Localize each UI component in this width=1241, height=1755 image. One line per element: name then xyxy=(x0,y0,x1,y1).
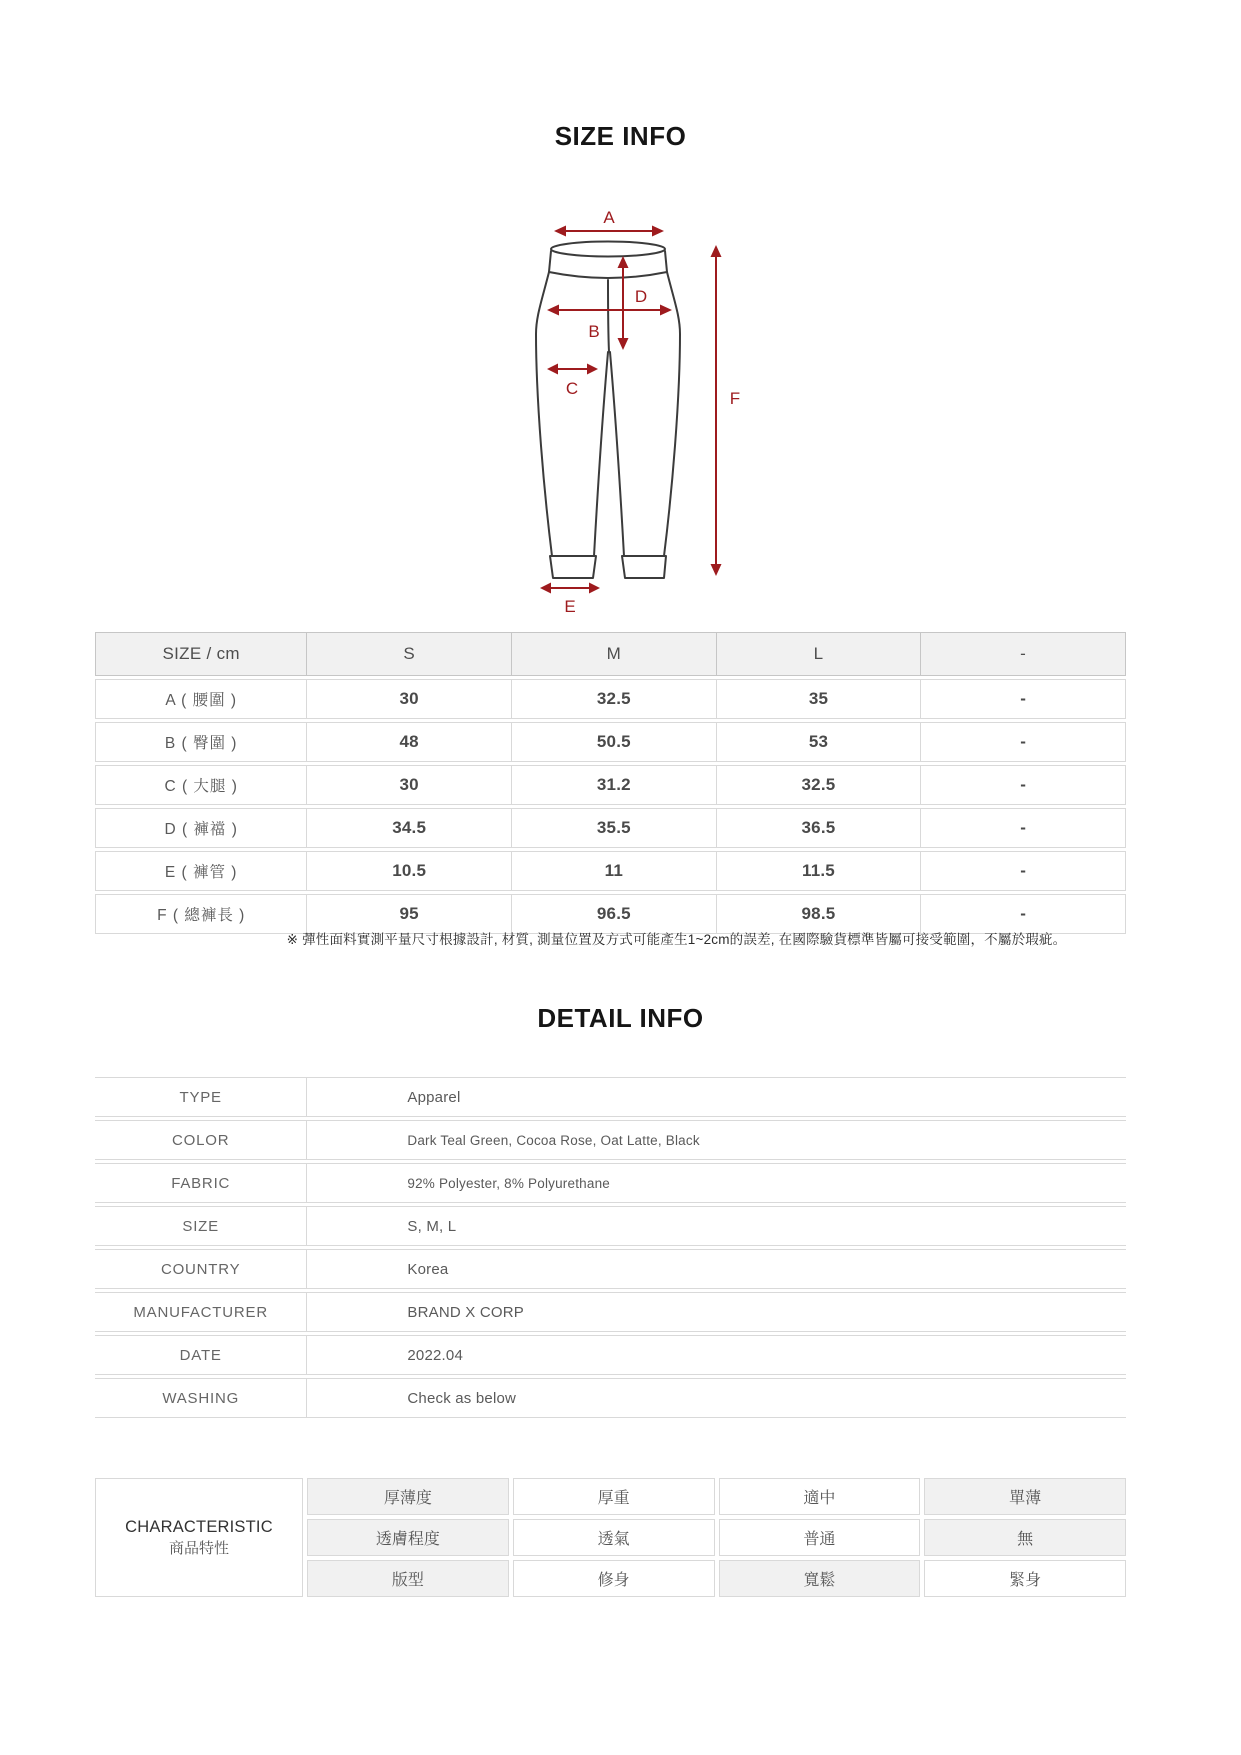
size-table-row xyxy=(95,722,1126,762)
detail-value: 92% Polyester, 8% Polyurethane xyxy=(307,1163,1126,1203)
detail-row-washing xyxy=(95,1378,1126,1418)
size-value-cell: 32.5 xyxy=(717,765,922,805)
detail-value: 2022.04 xyxy=(307,1335,1126,1375)
size-value-cell: 50.5 xyxy=(512,722,717,762)
size-table-header-cell: SIZE / cm xyxy=(95,632,307,676)
detail-label: TYPE xyxy=(95,1077,307,1117)
size-table xyxy=(95,629,1126,937)
characteristic-option: 透氣 xyxy=(513,1519,715,1556)
size-row-label: B ( 臀圍 ) xyxy=(95,722,307,762)
size-row-label: D ( 褲襠 ) xyxy=(95,808,307,848)
detail-info-title: DETAIL INFO xyxy=(537,1003,704,1033)
characteristic-row-label: 厚薄度 xyxy=(307,1478,509,1515)
characteristic-option: 普通 xyxy=(719,1519,921,1556)
detail-value: Korea xyxy=(307,1249,1126,1289)
size-table-row xyxy=(95,679,1126,719)
measure-arrow-a xyxy=(554,226,664,237)
characteristic-option: 寬鬆 xyxy=(719,1560,921,1597)
detail-label: FABRIC xyxy=(95,1163,307,1203)
size-value-cell: 10.5 xyxy=(307,851,512,891)
measure-arrow-e xyxy=(540,583,600,594)
size-value-cell: - xyxy=(921,722,1126,762)
detail-row-date xyxy=(95,1335,1126,1375)
size-value-cell: 36.5 xyxy=(717,808,922,848)
size-value-cell: 11 xyxy=(512,851,717,891)
size-row-label: F ( 總褲長 ) xyxy=(95,894,307,934)
characteristic-row-label: 版型 xyxy=(307,1560,509,1597)
size-value-cell: 31.2 xyxy=(512,765,717,805)
size-row-label: E ( 褲管 ) xyxy=(95,851,307,891)
detail-value: Check as below xyxy=(307,1378,1126,1418)
detail-row-size xyxy=(95,1206,1126,1246)
detail-row-country xyxy=(95,1249,1126,1289)
size-value-cell: 30 xyxy=(307,679,512,719)
size-table-header-cell: - xyxy=(921,632,1126,676)
size-value-cell: 95 xyxy=(307,894,512,934)
size-value-cell: 11.5 xyxy=(717,851,922,891)
detail-row-manufacturer xyxy=(95,1292,1126,1332)
size-table-header-cell: S xyxy=(307,632,512,676)
size-value-cell: - xyxy=(921,808,1126,848)
diagram-label-e: E xyxy=(564,597,576,616)
detail-row-color xyxy=(95,1120,1126,1160)
detail-row-fabric xyxy=(95,1163,1126,1203)
size-table-row xyxy=(95,851,1126,891)
size-value-cell: 35 xyxy=(717,679,922,719)
diagram-label-b: B xyxy=(588,322,600,341)
size-table-row xyxy=(95,765,1126,805)
characteristic-row-label: 透膚程度 xyxy=(307,1519,509,1556)
characteristic-option: 適中 xyxy=(719,1478,921,1515)
detail-value: Apparel xyxy=(307,1077,1126,1117)
size-value-cell: 34.5 xyxy=(307,808,512,848)
detail-label: WASHING xyxy=(95,1378,307,1418)
size-table-header-cell: L xyxy=(717,632,922,676)
diagram-label-a: A xyxy=(603,208,615,227)
detail-label: COUNTRY xyxy=(95,1249,307,1289)
size-value-cell: 32.5 xyxy=(512,679,717,719)
diagram-label-c: C xyxy=(565,379,579,398)
size-value-cell: - xyxy=(921,679,1126,719)
size-value-cell: 48 xyxy=(307,722,512,762)
size-row-label: C ( 大腿 ) xyxy=(95,765,307,805)
characteristic-header-cell xyxy=(95,1478,303,1597)
characteristic-option: 單薄 xyxy=(924,1478,1126,1515)
size-value-cell: 98.5 xyxy=(717,894,922,934)
size-value-cell: 35.5 xyxy=(512,808,717,848)
size-info-title: SIZE INFO xyxy=(554,121,687,151)
pants-outline xyxy=(536,242,680,579)
size-value-cell: 96.5 xyxy=(512,894,717,934)
diagram-label-d: D xyxy=(634,287,648,306)
measure-arrow-b xyxy=(547,305,672,316)
size-value-cell: - xyxy=(921,765,1126,805)
detail-value: Dark Teal Green, Cocoa Rose, Oat Latte, Black xyxy=(307,1120,1126,1160)
characteristic-option: 厚重 xyxy=(513,1478,715,1515)
detail-label: DATE xyxy=(95,1335,307,1375)
size-table-row xyxy=(95,808,1126,848)
measurement-note: ※ 彈性面料實測平量尺寸根據設計, 材質, 測量位置及方式可能產生1~2cm的誤差, 在國際驗貨標準皆屬可接受範圍，不屬於瑕疵。 xyxy=(286,932,1067,947)
size-row-label: A ( 腰圍 ) xyxy=(95,679,307,719)
detail-label: MANUFACTURER xyxy=(95,1292,307,1332)
diagram-label-f: F xyxy=(729,389,741,408)
size-table-header-cell: M xyxy=(512,632,717,676)
pants-measurement-diagram xyxy=(530,200,750,620)
measure-arrow-d xyxy=(618,256,629,350)
detail-value: S, M, L xyxy=(307,1206,1126,1246)
measure-arrow-f xyxy=(711,245,722,576)
characteristic-option: 無 xyxy=(924,1519,1126,1556)
characteristic-table xyxy=(95,1478,1126,1597)
size-value-cell: - xyxy=(921,851,1126,891)
characteristic-option: 緊身 xyxy=(924,1560,1126,1597)
size-value-cell: 53 xyxy=(717,722,922,762)
size-table-header xyxy=(95,632,1126,676)
characteristic-title-zh: 商品特性 xyxy=(168,1539,229,1557)
characteristic-title-en: CHARACTERISTIC xyxy=(125,1518,273,1537)
detail-table xyxy=(95,1074,1126,1421)
characteristic-option: 修身 xyxy=(513,1560,715,1597)
detail-row-type xyxy=(95,1077,1126,1117)
size-value-cell: - xyxy=(921,894,1126,934)
detail-label: SIZE xyxy=(95,1206,307,1246)
size-value-cell: 30 xyxy=(307,765,512,805)
detail-label: COLOR xyxy=(95,1120,307,1160)
measure-arrow-c xyxy=(547,364,598,375)
detail-value: BRAND X CORP xyxy=(307,1292,1126,1332)
